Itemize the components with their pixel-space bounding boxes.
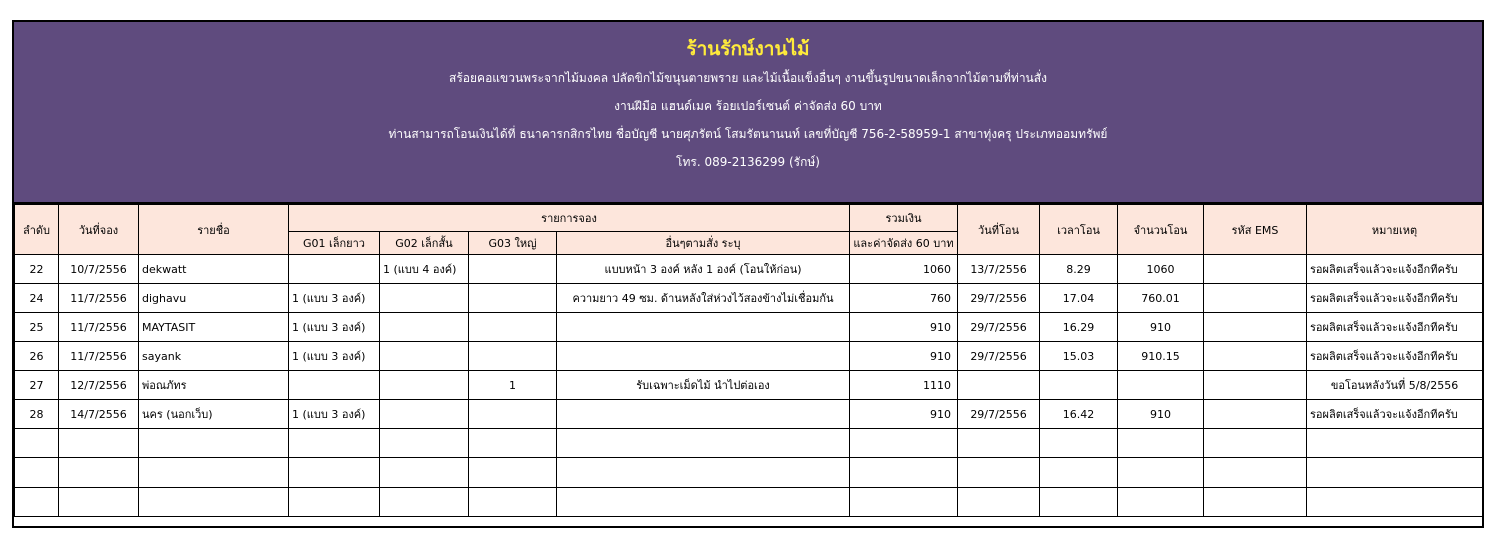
cell-note: รอผลิตเสร็จแล้วจะแจ้งอีกทีครับ [1307, 313, 1483, 342]
cell-transfer-time: 15.03 [1040, 342, 1118, 371]
cell-note: รอผลิตเสร็จแล้วจะแจ้งอีกทีครับ [1307, 400, 1483, 429]
shop-tagline: งานฝีมือ แฮนด์เมค ร้อยเปอร์เซนต์ ค่าจัดส่ง 60 บาท [614, 99, 882, 113]
cell-total: 760 [850, 284, 958, 313]
cell-transfer-date [958, 429, 1040, 458]
col-note-header: หมายเหตุ [1307, 205, 1483, 255]
cell-g02 [380, 342, 469, 371]
cell-total [850, 429, 958, 458]
cell-note [1307, 458, 1483, 487]
cell-no: 27 [15, 371, 59, 400]
cell-other [557, 458, 850, 487]
cell-transfer-time: 16.29 [1040, 313, 1118, 342]
cell-transfer-time: 8.29 [1040, 255, 1118, 284]
cell-ems [1204, 284, 1307, 313]
cell-transfer-date: 29/7/2556 [958, 342, 1040, 371]
cell-g01 [289, 458, 380, 487]
cell-name [139, 487, 289, 516]
cell-transfer-date: 29/7/2556 [958, 284, 1040, 313]
cell-amount [1118, 487, 1204, 516]
cell-g03 [469, 458, 557, 487]
cell-g03 [469, 342, 557, 371]
cell-transfer-time [1040, 458, 1118, 487]
cell-g01 [289, 487, 380, 516]
cell-ems [1204, 400, 1307, 429]
cell-note: รอผลิตเสร็จแล้วจะแจ้งอีกทีครับ [1307, 255, 1483, 284]
table-row [15, 284, 1483, 313]
cell-total [850, 458, 958, 487]
cell-other [557, 313, 850, 342]
cell-other: รับเฉพาะเม็ดไม้ นำไปต่อเอง [557, 371, 850, 400]
cell-transfer-date: 29/7/2556 [958, 313, 1040, 342]
cell-total [850, 487, 958, 516]
bank-info: ท่านสามารถโอนเงินได้ที่ ธนาคารกสิกรไทย ชื่อบัญชี นายศุภรัตน์ โสมรัตนานนท์ เลขที่บัญชี 756-2-58959-1 สาขาทุ่งครุ ประเภทออมทรัพย์ [388, 127, 1108, 141]
cell-transfer-time [1040, 371, 1118, 400]
cell-no [15, 429, 59, 458]
col-amount-header: จำนวนโอน [1118, 205, 1204, 255]
cell-ems [1204, 342, 1307, 371]
cell-total: 910 [850, 313, 958, 342]
cell-no: 26 [15, 342, 59, 371]
cell-g03 [469, 313, 557, 342]
cell-transfer-time [1040, 429, 1118, 458]
table-header [15, 205, 1483, 255]
table-row [15, 458, 1483, 487]
cell-other: แบบหน้า 3 องค์ หลัง 1 องค์ (โอนให้ก่อน) [557, 255, 850, 284]
cell-other [557, 400, 850, 429]
col-g01-header: G01 เล็กยาว [289, 232, 380, 255]
col-total-sub-header: และค่าจัดส่ง 60 บาท [850, 232, 958, 255]
cell-g02 [380, 458, 469, 487]
col-no-header: ลำดับ [15, 205, 59, 255]
col-other-header: อื่นๆตามสั่ง ระบุ [557, 232, 850, 255]
cell-g01: 1 (แบบ 3 องค์) [289, 313, 380, 342]
cell-date [59, 458, 139, 487]
cell-name [139, 429, 289, 458]
cell-g01: 1 (แบบ 3 องค์) [289, 400, 380, 429]
cell-name: พ่อณภัทร [139, 371, 289, 400]
cell-date: 11/7/2556 [59, 342, 139, 371]
table-row [15, 255, 1483, 284]
cell-g01 [289, 371, 380, 400]
col-g03-header: G03 ใหญ่ [469, 232, 557, 255]
cell-transfer-date [958, 487, 1040, 516]
cell-other: ความยาว 49 ซม. ด้านหลังใส่ห่วงไว้สองข้างไม่เชื่อมกัน [557, 284, 850, 313]
cell-name: dighavu [139, 284, 289, 313]
cell-name: MAYTASIT [139, 313, 289, 342]
cell-g02 [380, 284, 469, 313]
col-items-group-header: รายการจอง [289, 205, 850, 232]
cell-total: 1060 [850, 255, 958, 284]
cell-no: 25 [15, 313, 59, 342]
cell-amount: 910 [1118, 313, 1204, 342]
cell-transfer-date [958, 458, 1040, 487]
cell-ems [1204, 255, 1307, 284]
cell-g03 [469, 400, 557, 429]
table-row [15, 342, 1483, 371]
cell-no: 28 [15, 400, 59, 429]
cell-name: dekwatt [139, 255, 289, 284]
cell-transfer-time [1040, 487, 1118, 516]
cell-note: รอผลิตเสร็จแล้วจะแจ้งอีกทีครับ [1307, 342, 1483, 371]
table-row [15, 371, 1483, 400]
cell-name [139, 458, 289, 487]
cell-g02 [380, 487, 469, 516]
cell-amount [1118, 458, 1204, 487]
table-row [15, 400, 1483, 429]
cell-ems [1204, 313, 1307, 342]
col-total-header: รวมเงิน [850, 205, 958, 232]
cell-date [59, 429, 139, 458]
cell-g02 [380, 371, 469, 400]
cell-g03 [469, 255, 557, 284]
shop-banner [14, 22, 1482, 204]
shop-title: ร้านรักษ์งานไม้ [686, 38, 810, 60]
cell-transfer-date [958, 371, 1040, 400]
cell-g01: 1 (แบบ 3 องค์) [289, 342, 380, 371]
cell-date: 10/7/2556 [59, 255, 139, 284]
cell-ems [1204, 458, 1307, 487]
cell-other [557, 487, 850, 516]
col-name-header: รายชื่อ [139, 205, 289, 255]
cell-date [59, 487, 139, 516]
cell-total: 1110 [850, 371, 958, 400]
table-body [15, 255, 1483, 517]
phone-info: โทร. 089-2136299 (รักษ์) [676, 155, 820, 169]
cell-transfer-time: 16.42 [1040, 400, 1118, 429]
col-ems-header: รหัส EMS [1204, 205, 1307, 255]
col-transfer-time-header: เวลาโอน [1040, 205, 1118, 255]
cell-total: 910 [850, 400, 958, 429]
cell-transfer-time: 17.04 [1040, 284, 1118, 313]
cell-no: 22 [15, 255, 59, 284]
shop-description: สร้อยคอแขวนพระจากไม้มงคล ปลัดขิกไม้ขนุนตายพราย และไม้เนื้อแข็งอื่นๆ งานขึ้นรูปขนาดเล็กจากไม้ตามที่ท่านสั่ง [449, 71, 1047, 85]
cell-date: 11/7/2556 [59, 313, 139, 342]
cell-amount: 910 [1118, 400, 1204, 429]
orders-table [14, 204, 1483, 517]
cell-amount: 760.01 [1118, 284, 1204, 313]
cell-other [557, 429, 850, 458]
cell-date: 14/7/2556 [59, 400, 139, 429]
table-row [15, 313, 1483, 342]
cell-amount: 910.15 [1118, 342, 1204, 371]
col-g02-header: G02 เล็กสั้น [380, 232, 469, 255]
cell-g01: 1 (แบบ 3 องค์) [289, 284, 380, 313]
cell-amount [1118, 429, 1204, 458]
cell-g03 [469, 284, 557, 313]
cell-note [1307, 429, 1483, 458]
cell-no: 24 [15, 284, 59, 313]
cell-g02 [380, 429, 469, 458]
cell-ems [1204, 371, 1307, 400]
cell-ems [1204, 429, 1307, 458]
cell-g03 [469, 487, 557, 516]
order-sheet [12, 20, 1484, 528]
cell-g03 [469, 429, 557, 458]
cell-name: sayank [139, 342, 289, 371]
col-transfer-date-header: วันที่โอน [958, 205, 1040, 255]
cell-g03: 1 [469, 371, 557, 400]
cell-name: นคร (นอกเว็บ) [139, 400, 289, 429]
table-row [15, 487, 1483, 516]
cell-note [1307, 487, 1483, 516]
cell-amount [1118, 371, 1204, 400]
cell-no [15, 487, 59, 516]
cell-note: รอผลิตเสร็จแล้วจะแจ้งอีกทีครับ [1307, 284, 1483, 313]
cell-g02 [380, 313, 469, 342]
cell-amount: 1060 [1118, 255, 1204, 284]
table-row [15, 429, 1483, 458]
cell-other [557, 342, 850, 371]
col-date-header: วันที่จอง [59, 205, 139, 255]
cell-transfer-date: 13/7/2556 [958, 255, 1040, 284]
cell-ems [1204, 487, 1307, 516]
cell-total: 910 [850, 342, 958, 371]
cell-date: 12/7/2556 [59, 371, 139, 400]
cell-g02: 1 (แบบ 4 องค์) [380, 255, 469, 284]
cell-date: 11/7/2556 [59, 284, 139, 313]
cell-g02 [380, 400, 469, 429]
cell-no [15, 458, 59, 487]
cell-transfer-date: 29/7/2556 [958, 400, 1040, 429]
cell-g01 [289, 429, 380, 458]
cell-note: ขอโอนหลังวันที่ 5/8/2556 [1307, 371, 1483, 400]
cell-g01 [289, 255, 380, 284]
